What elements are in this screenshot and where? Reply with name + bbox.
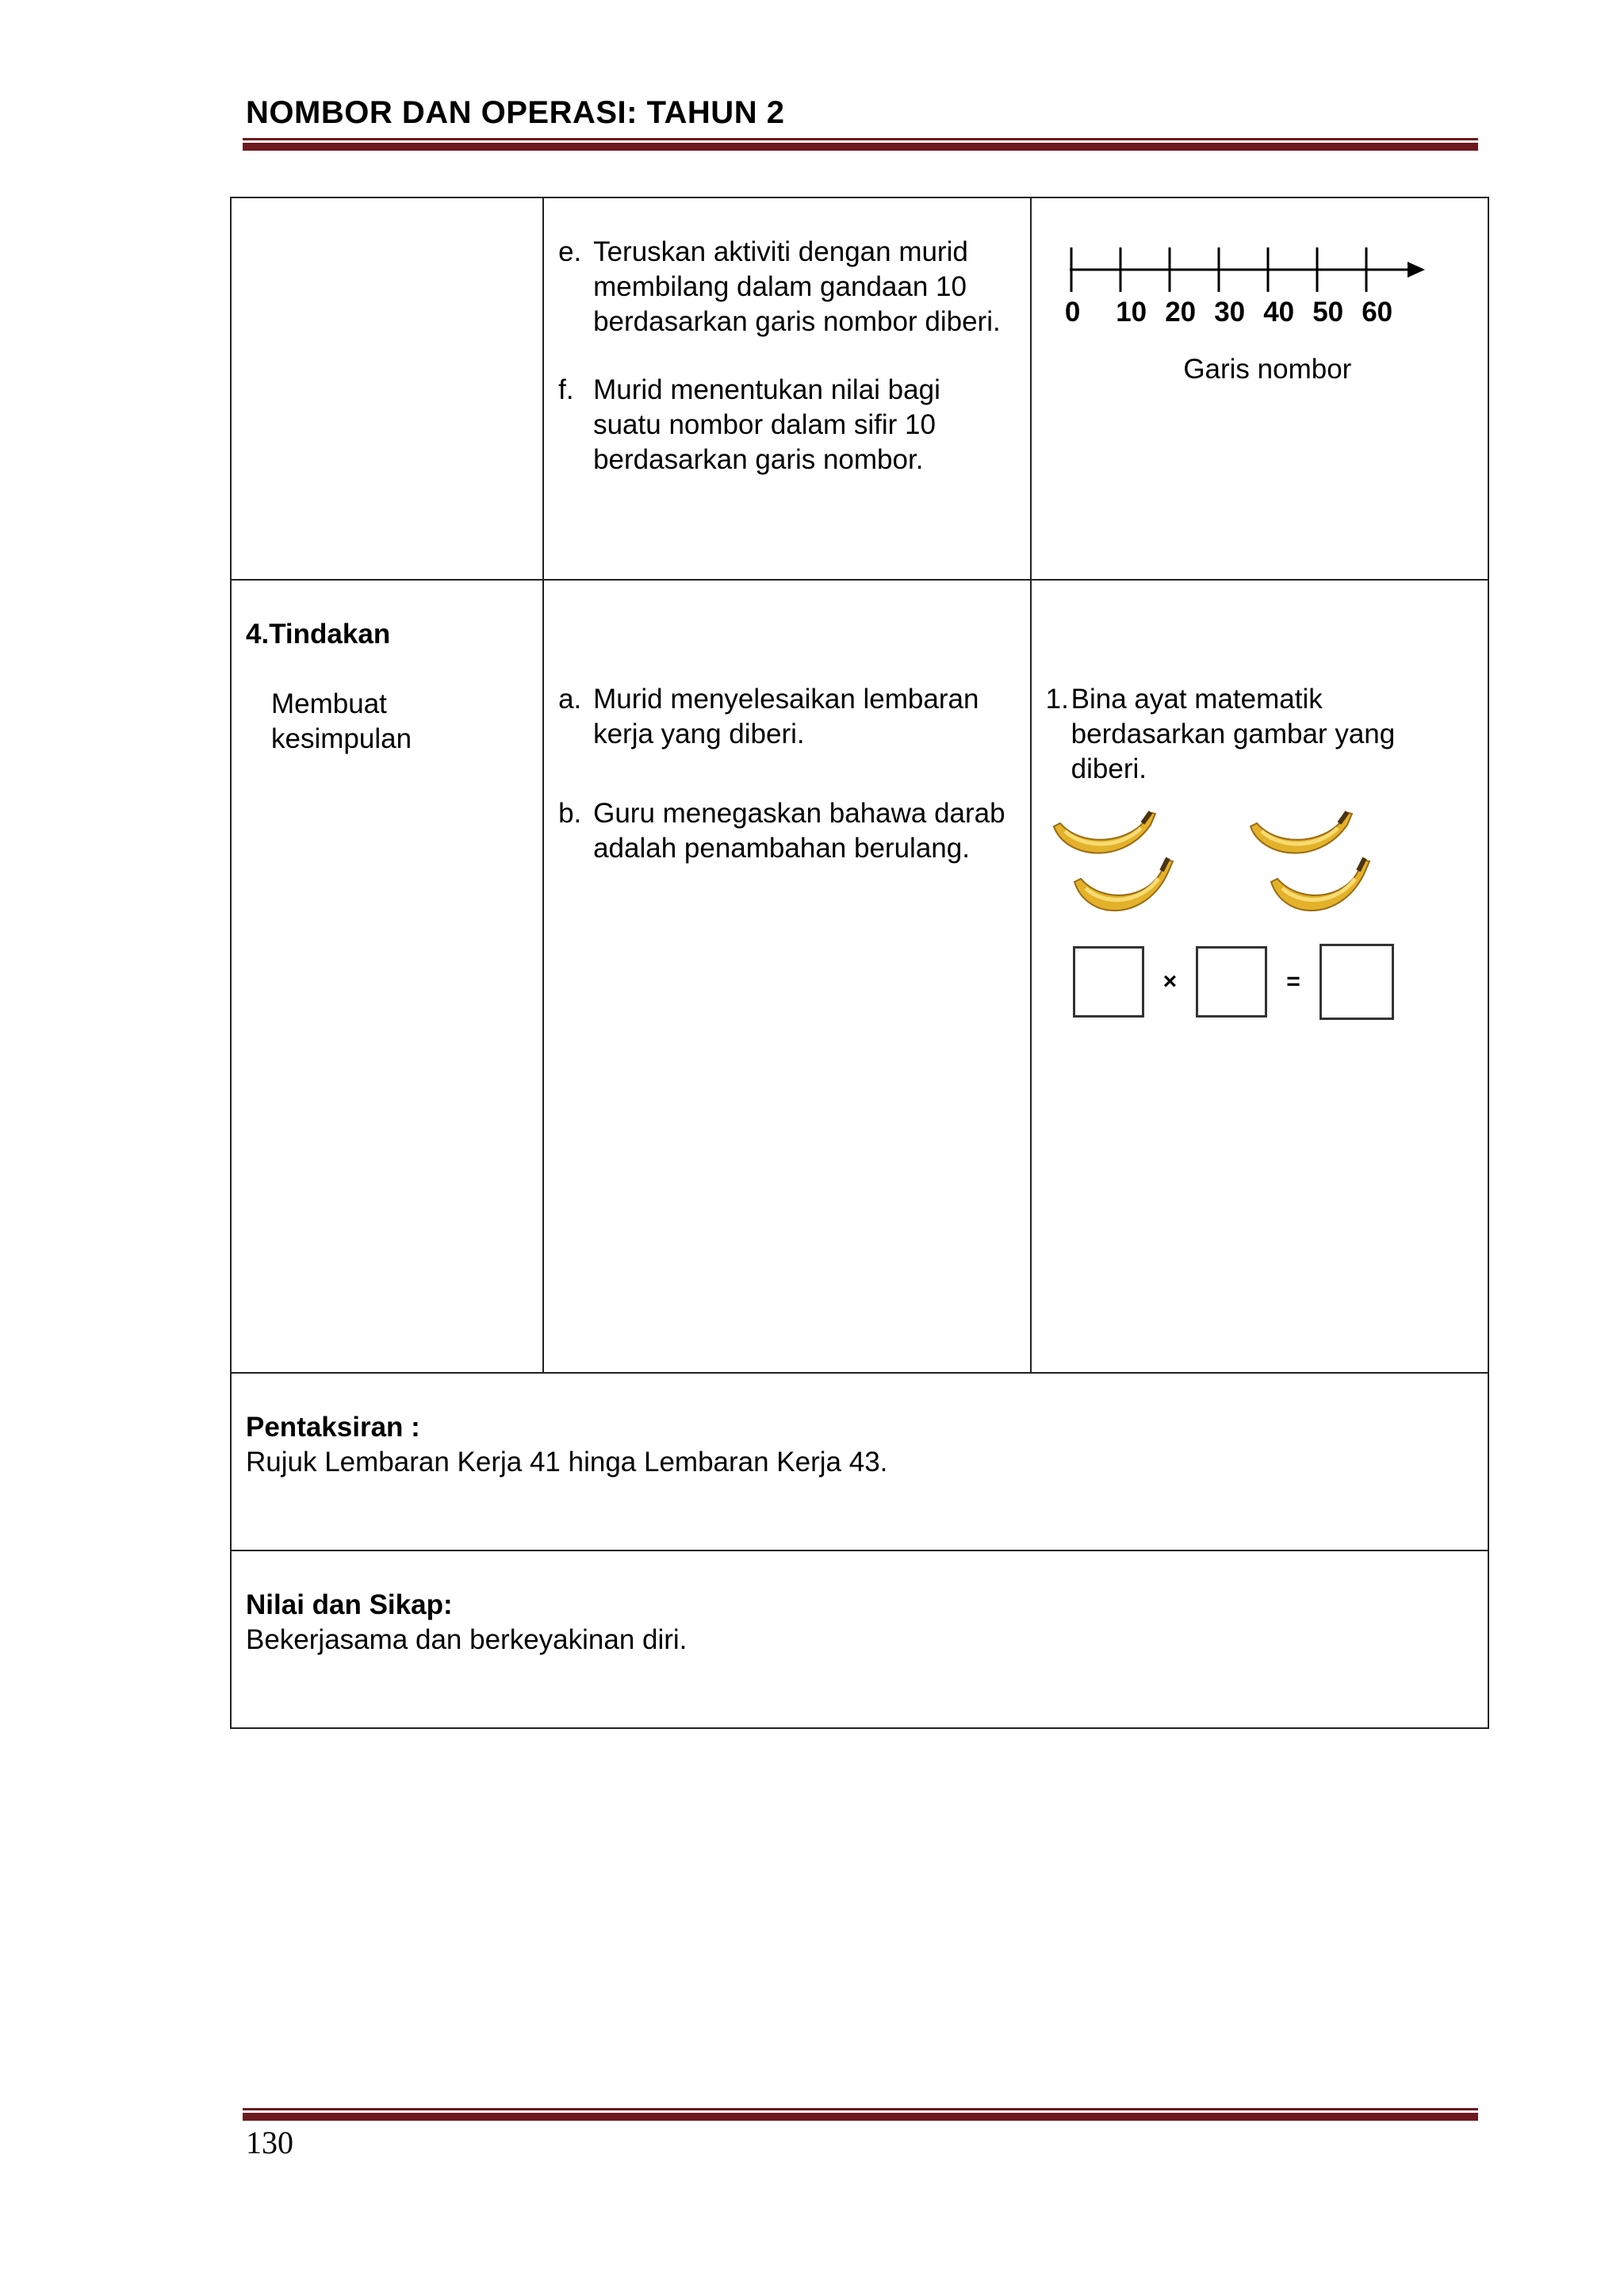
tick-label: 60 <box>1362 297 1393 328</box>
equals-sign: = <box>1286 968 1300 995</box>
tick-label: 40 <box>1263 297 1295 328</box>
header-rule <box>243 138 1478 151</box>
assessment-title: Pentaksiran : <box>246 1412 420 1443</box>
arrow-icon <box>1408 262 1425 278</box>
assessment-text: Rujuk Lembaran Kerja 41 hinga Lembaran Kerja 43. <box>246 1447 888 1478</box>
values-title: Nilai dan Sikap: <box>246 1589 453 1620</box>
resource-cell <box>1031 197 1488 580</box>
item-label: b. <box>558 798 582 829</box>
banana-picture <box>1046 809 1472 944</box>
item-text: Murid menyelesaikan lembaran kerja yang diberi. <box>593 684 979 749</box>
item-text: Teruskan aktiviti dengan murid membilang dalam gandaan 10 berdasarkan garis nombor diberi. <box>593 236 1001 337</box>
activity-cell <box>543 197 1031 580</box>
answer-box-1[interactable] <box>1073 946 1144 1018</box>
tick-label: 10 <box>1116 297 1147 328</box>
step-cell <box>231 580 543 1373</box>
step-cell-empty <box>231 197 543 580</box>
task-item <box>1046 682 1472 787</box>
answer-box-3[interactable] <box>1320 944 1394 1020</box>
lesson-plan-table <box>230 197 1489 1729</box>
tick-label: 50 <box>1312 297 1344 328</box>
item-text: Guru menegaskan bahawa darab adalah penambahan berulang. <box>593 798 1005 864</box>
item-text: Murid menentukan nilai bagi suatu nombor dalam sifir 10 berdasarkan garis nombor. <box>593 374 940 475</box>
page-title: NOMBOR DAN OPERASI: TAHUN 2 <box>246 95 785 130</box>
number-line <box>1064 244 1488 332</box>
table-row <box>231 580 1488 1373</box>
tick-label: 20 <box>1165 297 1197 328</box>
number-line-labels <box>1064 295 1488 332</box>
number-line-graphic <box>1070 244 1425 295</box>
item-label: f. <box>558 374 574 405</box>
tick-label: 0 <box>1064 297 1081 328</box>
tick-label: 30 <box>1214 297 1246 328</box>
math-sentence-boxes <box>1046 944 1472 1020</box>
table-row <box>231 1373 1488 1550</box>
item-label: e. <box>558 236 582 267</box>
table-row <box>231 197 1488 580</box>
page-number: 130 <box>246 2125 293 2160</box>
banana-icon <box>1266 855 1377 926</box>
footer-rule <box>243 2108 1478 2121</box>
activity-item-f <box>558 373 1014 477</box>
activity-cell <box>543 580 1031 1373</box>
item-label: 1. <box>1045 684 1069 715</box>
step-subtitle: Membuat kesimpulan <box>271 688 412 754</box>
answer-box-2[interactable] <box>1196 946 1267 1018</box>
values-text: Bekerjasama dan berkeyakinan diri. <box>246 1624 688 1655</box>
item-text: Bina ayat matematik berdasarkan gambar yang diberi. <box>1071 684 1396 784</box>
resource-cell <box>1031 580 1488 1373</box>
values-cell <box>231 1550 1488 1728</box>
activity-item-a <box>558 682 1014 752</box>
activity-item-b <box>558 796 1014 866</box>
number-line-caption: Garis nombor <box>1183 354 1352 385</box>
activity-item-e <box>558 235 1014 339</box>
times-sign: × <box>1162 968 1178 995</box>
table-row <box>231 1550 1488 1728</box>
step-title: 4.Tindakan <box>246 619 391 650</box>
assessment-cell <box>231 1373 1488 1550</box>
banana-icon <box>1070 855 1181 926</box>
item-label: a. <box>558 684 582 715</box>
